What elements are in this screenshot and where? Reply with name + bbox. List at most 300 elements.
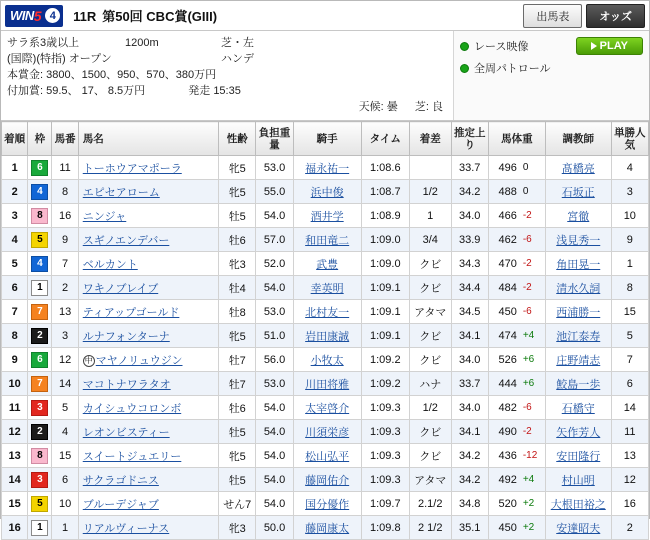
race-number: 11R (73, 9, 97, 24)
cell-horse-weight: 526 +6 (488, 348, 545, 372)
cell-carried-weight: 54.0 (256, 420, 293, 444)
trainer-link[interactable]: 庄野靖志 (556, 354, 601, 367)
cell-uma: 7 (52, 252, 78, 276)
added-prize-label: 付加賞: (7, 85, 44, 97)
trainer-link[interactable]: 西浦勝一 (556, 306, 601, 319)
cell-horse-weight: 488 0 (488, 180, 545, 204)
col-time[interactable]: タイム (361, 122, 409, 156)
cell-trainer[interactable] (545, 180, 611, 204)
race-grade: (国際)(特指) オープン (7, 53, 112, 65)
cell-waku (28, 372, 52, 396)
cell-time: 1:09.1 (361, 324, 409, 348)
race-weight-type: ハンデ (221, 53, 254, 65)
cell-uma: 13 (52, 300, 78, 324)
horse-name-link[interactable]: ワキノブレイブ (82, 282, 159, 295)
cell-jockey[interactable] (293, 492, 361, 516)
cell-sex-age: 牡5 (219, 420, 256, 444)
col-sex[interactable]: 性齢 (219, 122, 256, 156)
prize-label: 本賞金: (7, 69, 44, 81)
table-row[interactable] (2, 516, 649, 540)
trainer-link[interactable]: 村山明 (561, 474, 595, 487)
cell-carried-weight: 56.0 (256, 348, 293, 372)
cell-carried-weight: 50.0 (256, 516, 293, 540)
horse-name-link[interactable]: サクラゴドニス (82, 474, 159, 487)
cell-agari: 34.1 (451, 324, 488, 348)
cell-carried-weight: 51.0 (256, 324, 293, 348)
waku-badge: 3 (31, 472, 48, 488)
cell-horse-weight: 462 -6 (488, 228, 545, 252)
table-row[interactable] (2, 228, 649, 252)
cell-rank: 10 (2, 372, 28, 396)
cell-rank: 12 (2, 420, 28, 444)
horse-name-link[interactable]: レオンビスティー (82, 426, 170, 439)
cell-agari: 34.3 (451, 252, 488, 276)
cell-margin: 1/2 (409, 396, 451, 420)
cell-horse-weight: 436 -12 (488, 444, 545, 468)
trainer-link[interactable]: 清水久詞 (556, 282, 601, 295)
cell-horse-name[interactable] (78, 300, 218, 324)
col-jockey[interactable]: 騎手 (293, 122, 361, 156)
patrol-video-row[interactable] (460, 60, 643, 76)
cell-sex-age: せん7 (219, 492, 256, 516)
horse-name-link[interactable]: スギノエンデバー (82, 234, 170, 247)
table-row[interactable] (2, 396, 649, 420)
cell-horse-name[interactable] (78, 252, 218, 276)
cell-rank: 2 (2, 180, 28, 204)
cell-carried-weight: 53.0 (256, 156, 293, 180)
cell-agari: 34.2 (451, 444, 488, 468)
horse-name-link[interactable]: カイシュウコロンボ (82, 402, 182, 415)
cell-waku (28, 492, 52, 516)
col-pop[interactable]: 単勝人気 (611, 122, 648, 156)
cell-trainer[interactable] (545, 204, 611, 228)
horse-name-link[interactable]: ニンジャ (82, 210, 127, 223)
cell-agari: 34.2 (451, 468, 488, 492)
cell-horse-name[interactable] (78, 396, 218, 420)
cell-margin: クビ (409, 348, 451, 372)
cell-horse-name[interactable] (78, 276, 218, 300)
entry-table-button[interactable]: 出馬表 (523, 4, 582, 28)
cell-agari: 34.0 (451, 204, 488, 228)
table-row[interactable] (2, 420, 649, 444)
cell-rank: 9 (2, 348, 28, 372)
cell-popularity: 1 (611, 252, 648, 276)
jockey-link[interactable]: 太宰啓介 (305, 402, 350, 415)
cell-waku (28, 396, 52, 420)
cell-horse-weight: 490 -2 (488, 420, 545, 444)
cell-uma: 5 (52, 396, 78, 420)
cell-sex-age: 牝5 (219, 444, 256, 468)
cell-carried-weight: 52.0 (256, 252, 293, 276)
cell-agari: 34.0 (451, 348, 488, 372)
trainer-link[interactable]: 矢作芳人 (556, 426, 601, 439)
table-row[interactable] (2, 300, 649, 324)
cell-sex-age: 牡7 (219, 372, 256, 396)
table-row[interactable] (2, 492, 649, 516)
table-row[interactable] (2, 252, 649, 276)
cell-sex-age: 牡5 (219, 468, 256, 492)
cell-sex-age: 牡6 (219, 228, 256, 252)
cell-time: 1:09.0 (361, 228, 409, 252)
trainer-link[interactable]: 浅見秀一 (556, 234, 601, 247)
cell-horse-name[interactable] (78, 492, 218, 516)
col-rank[interactable]: 着順 (2, 122, 28, 156)
cell-margin: 2 1/2 (409, 516, 451, 540)
cell-horse-name[interactable] (78, 204, 218, 228)
cell-time: 1:09.2 (361, 372, 409, 396)
jockey-link[interactable]: 幸英明 (310, 282, 344, 295)
cell-popularity: 4 (611, 156, 648, 180)
col-hweight[interactable]: 馬体重 (488, 122, 545, 156)
cell-agari: 33.9 (451, 228, 488, 252)
cell-rank: 16 (2, 516, 28, 540)
trainer-link[interactable]: 石坂正 (561, 186, 595, 199)
jockey-link[interactable]: 国分優作 (305, 498, 350, 511)
cell-time: 1:09.7 (361, 492, 409, 516)
horse-name-link[interactable]: リアルヴィーナス (82, 522, 170, 535)
cell-sex-age: 牝3 (219, 252, 256, 276)
table-row[interactable] (2, 372, 649, 396)
cell-sex-age: 牡5 (219, 204, 256, 228)
cell-sex-age: 牝3 (219, 516, 256, 540)
cell-jockey[interactable] (293, 276, 361, 300)
waku-badge: 5 (31, 496, 48, 512)
cell-margin (409, 156, 451, 180)
cell-jockey[interactable] (293, 468, 361, 492)
cell-agari: 33.7 (451, 156, 488, 180)
horse-name-link[interactable]: ルナフォンターナ (82, 330, 170, 343)
table-row[interactable] (2, 180, 649, 204)
cell-popularity: 3 (611, 180, 648, 204)
jockey-link[interactable]: 和田竜二 (305, 234, 350, 247)
cell-uma: 6 (52, 468, 78, 492)
cell-uma: 8 (52, 180, 78, 204)
cell-popularity: 14 (611, 396, 648, 420)
cell-horse-name[interactable] (78, 516, 218, 540)
cell-time: 1:09.0 (361, 252, 409, 276)
cell-horse-name[interactable] (78, 444, 218, 468)
waku-badge: 7 (31, 304, 48, 320)
odds-button[interactable]: オッズ (586, 4, 645, 28)
cell-margin: 1/2 (409, 180, 451, 204)
jockey-link[interactable]: 藤岡佑介 (305, 474, 350, 487)
cell-trainer[interactable] (545, 516, 611, 540)
cell-popularity: 9 (611, 228, 648, 252)
cell-agari: 34.5 (451, 300, 488, 324)
cell-popularity: 6 (611, 372, 648, 396)
col-agari[interactable]: 推定上り (451, 122, 488, 156)
cell-popularity: 12 (611, 468, 648, 492)
jockey-link[interactable]: 川田将雅 (305, 378, 350, 391)
jockey-link[interactable]: 岩田康誠 (305, 330, 350, 343)
prize-row (7, 67, 447, 83)
cell-trainer[interactable] (545, 444, 611, 468)
cell-time: 1:09.3 (361, 468, 409, 492)
cell-waku (28, 444, 52, 468)
cell-agari: 34.2 (451, 180, 488, 204)
cell-sex-age: 牝5 (219, 180, 256, 204)
cell-popularity: 7 (611, 348, 648, 372)
cell-trainer[interactable] (545, 348, 611, 372)
table-row[interactable] (2, 204, 649, 228)
weather-value: 曇 (386, 101, 398, 113)
cell-rank: 13 (2, 444, 28, 468)
cell-trainer[interactable] (545, 372, 611, 396)
trainer-link[interactable]: 髙橋亮 (561, 162, 595, 175)
waku-badge: 8 (31, 448, 48, 464)
cell-agari: 34.4 (451, 276, 488, 300)
cell-horse-weight: 482 -6 (488, 396, 545, 420)
cell-horse-name[interactable] (78, 324, 218, 348)
horse-name-link[interactable]: マヤノリュウジン (95, 354, 183, 367)
weather-row (7, 99, 447, 115)
cell-sex-age: 牡8 (219, 300, 256, 324)
cell-rank: 3 (2, 204, 28, 228)
jockey-link[interactable]: 松山弘平 (305, 450, 350, 463)
race-conditions-panel (1, 31, 649, 121)
waku-badge: 7 (31, 376, 48, 392)
trainer-link[interactable]: 石橋守 (561, 402, 595, 415)
jockey-link[interactable]: 酒井学 (310, 210, 344, 223)
cell-margin: ハナ (409, 372, 451, 396)
cell-margin: クビ (409, 276, 451, 300)
cell-waku (28, 276, 52, 300)
cell-rank: 15 (2, 492, 28, 516)
waku-badge: 6 (31, 352, 48, 368)
results-table-head (2, 122, 649, 156)
col-margin[interactable]: 着差 (409, 122, 451, 156)
results-header-row (2, 122, 649, 156)
race-course: 芝・左 (221, 37, 254, 49)
table-row[interactable] (2, 444, 649, 468)
cell-trainer[interactable] (545, 156, 611, 180)
page-title (73, 6, 217, 25)
jockey-link[interactable]: 北村友一 (305, 306, 350, 319)
cell-time: 1:09.3 (361, 444, 409, 468)
jockey-link[interactable]: 小牧太 (310, 354, 344, 367)
cell-popularity: 2 (611, 516, 648, 540)
table-row[interactable] (2, 348, 649, 372)
cell-time: 1:09.1 (361, 276, 409, 300)
cell-jockey[interactable] (293, 252, 361, 276)
cell-carried-weight: 57.0 (256, 228, 293, 252)
cell-horse-name[interactable] (78, 180, 218, 204)
cell-trainer[interactable] (545, 276, 611, 300)
jockey-link[interactable]: 福永祐一 (305, 162, 350, 175)
cell-carried-weight: 54.0 (256, 468, 293, 492)
cell-carried-weight: 54.0 (256, 396, 293, 420)
cell-horse-name[interactable] (78, 156, 218, 180)
cell-trainer[interactable] (545, 420, 611, 444)
cell-time: 1:09.3 (361, 396, 409, 420)
green-dot-icon-2 (460, 64, 469, 73)
cell-uma: 4 (52, 420, 78, 444)
cell-waku (28, 300, 52, 324)
results-table (1, 121, 649, 540)
results-table-body (2, 156, 649, 540)
horse-name-link[interactable]: トーホウアマポーラ (82, 162, 182, 175)
horse-name-link[interactable]: ティアップゴールド (82, 306, 180, 319)
cell-sex-age: 牝5 (219, 156, 256, 180)
horse-name-link[interactable]: ベルカント (82, 258, 138, 271)
cell-rank: 14 (2, 468, 28, 492)
cell-trainer[interactable] (545, 396, 611, 420)
cell-rank: 5 (2, 252, 28, 276)
cell-carried-weight: 55.0 (256, 180, 293, 204)
cell-horse-weight: 484 -2 (488, 276, 545, 300)
cell-trainer[interactable] (545, 492, 611, 516)
horse-name-link[interactable]: スイートジュエリー (82, 450, 182, 463)
horse-name-link[interactable]: マコトナワラタオ (82, 378, 171, 391)
race-conditions-left (1, 31, 453, 120)
cell-popularity: 5 (611, 324, 648, 348)
cell-margin: 2.1/2 (409, 492, 451, 516)
cell-waku (28, 420, 52, 444)
cell-waku (28, 516, 52, 540)
cell-waku (28, 324, 52, 348)
prize-value: 3800、1500、950、570、380万円 (46, 69, 217, 81)
cell-horse-name[interactable] (78, 348, 218, 372)
horse-name-link[interactable]: ブルーデジャブ (82, 498, 159, 511)
cell-trainer[interactable] (545, 228, 611, 252)
waku-badge: 1 (31, 520, 48, 536)
race-video-label: レース映像 (474, 41, 529, 53)
cell-uma: 10 (52, 492, 78, 516)
cell-agari: 34.1 (451, 420, 488, 444)
cell-horse-name[interactable] (78, 372, 218, 396)
cell-agari: 35.1 (451, 516, 488, 540)
track-label: 芝: (414, 101, 429, 113)
cell-horse-weight: 444 +6 (488, 372, 545, 396)
cell-waku (28, 228, 52, 252)
waku-badge: 6 (31, 160, 48, 176)
trainer-link[interactable]: 大根田裕之 (550, 498, 606, 511)
cell-jockey[interactable] (293, 396, 361, 420)
cell-trainer[interactable] (545, 324, 611, 348)
trainer-link[interactable]: 角田晃一 (556, 258, 601, 271)
cell-jockey[interactable] (293, 180, 361, 204)
cell-jockey[interactable] (293, 348, 361, 372)
cell-uma: 16 (52, 204, 78, 228)
cell-jockey[interactable] (293, 444, 361, 468)
cell-margin: アタマ (409, 300, 451, 324)
horse-name-link[interactable]: エピセアローム (82, 186, 160, 199)
cell-popularity: 8 (611, 276, 648, 300)
waku-badge: 5 (31, 232, 48, 248)
cell-rank: 1 (2, 156, 28, 180)
cell-uma: 3 (52, 324, 78, 348)
cell-popularity: 13 (611, 444, 648, 468)
race-video-row[interactable] (460, 37, 643, 55)
added-prize-value: 59.5、 17、 8.5万円 (46, 85, 146, 97)
play-triangle-icon (591, 42, 597, 50)
cell-waku (28, 204, 52, 228)
play-button[interactable] (576, 37, 643, 55)
cell-uma: 9 (52, 228, 78, 252)
cell-horse-weight: 450 +2 (488, 516, 545, 540)
cell-agari: 34.0 (451, 396, 488, 420)
cell-jockey[interactable] (293, 228, 361, 252)
cell-rank: 8 (2, 324, 28, 348)
cell-trainer[interactable] (545, 300, 611, 324)
play-label: PLAY (599, 40, 628, 52)
col-uma[interactable]: 馬番 (52, 122, 78, 156)
trainer-link[interactable]: 安田隆行 (556, 450, 601, 463)
cell-margin: クビ (409, 324, 451, 348)
cell-horse-weight: 474 +4 (488, 324, 545, 348)
cell-jockey[interactable] (293, 420, 361, 444)
jockey-link[interactable]: 川須栄彦 (305, 426, 350, 439)
added-prize-row (7, 83, 447, 99)
cell-carried-weight: 53.0 (256, 300, 293, 324)
cell-jockey[interactable] (293, 372, 361, 396)
cell-jockey[interactable] (293, 324, 361, 348)
trainer-link[interactable]: 池江泰寿 (556, 330, 601, 343)
table-row[interactable] (2, 156, 649, 180)
cell-waku (28, 180, 52, 204)
cell-time: 1:08.6 (361, 156, 409, 180)
jockey-link[interactable]: 浜中俊 (310, 186, 344, 199)
waku-badge: 1 (31, 280, 48, 296)
track-value: 良 (432, 101, 443, 113)
waku-badge: 8 (31, 208, 48, 224)
table-row[interactable] (2, 324, 649, 348)
cell-jockey[interactable] (293, 516, 361, 540)
cell-time: 1:08.9 (361, 204, 409, 228)
cell-margin: アタマ (409, 468, 451, 492)
cell-sex-age: 牡6 (219, 396, 256, 420)
waku-badge: 2 (31, 328, 48, 344)
top-header-bar (1, 1, 649, 31)
cond-row-2 (7, 51, 447, 67)
cell-jockey[interactable] (293, 204, 361, 228)
jockey-link[interactable]: 武豊 (316, 258, 339, 271)
cell-time: 1:09.1 (361, 300, 409, 324)
cell-time: 1:09.2 (361, 348, 409, 372)
cell-uma: 2 (52, 276, 78, 300)
cell-horse-name[interactable] (78, 420, 218, 444)
cell-carried-weight: 53.0 (256, 372, 293, 396)
col-waku[interactable]: 枠 (28, 122, 52, 156)
cell-trainer[interactable] (545, 252, 611, 276)
table-row[interactable] (2, 468, 649, 492)
col-weight[interactable]: 負担重量 (256, 122, 293, 156)
cell-waku (28, 348, 52, 372)
cell-jockey[interactable] (293, 156, 361, 180)
cell-horse-weight: 496 0 (488, 156, 545, 180)
patrol-video-label: 全周パトロール (474, 63, 551, 75)
table-row[interactable] (2, 276, 649, 300)
cell-horse-name[interactable] (78, 468, 218, 492)
cell-horse-name[interactable] (78, 228, 218, 252)
cell-uma: 12 (52, 348, 78, 372)
col-trainer[interactable]: 調教師 (545, 122, 611, 156)
trainer-link[interactable]: 宮徹 (567, 210, 590, 223)
jockey-link[interactable]: 藤岡康太 (305, 522, 350, 535)
trainer-link[interactable]: 鮫島一歩 (556, 378, 601, 391)
cell-jockey[interactable] (293, 300, 361, 324)
cell-rank: 7 (2, 300, 28, 324)
start-label: 発走 (188, 85, 211, 97)
cell-trainer[interactable] (545, 468, 611, 492)
logo-circle-number: 4 (45, 8, 60, 23)
cell-horse-weight: 492 +4 (488, 468, 545, 492)
trainer-link[interactable]: 安達昭夫 (556, 522, 601, 535)
col-name[interactable]: 馬名 (78, 122, 218, 156)
cell-horse-weight: 450 -6 (488, 300, 545, 324)
waku-badge: 3 (31, 400, 48, 416)
race-title: 第50回 CBC賞(GIII) (102, 9, 218, 24)
